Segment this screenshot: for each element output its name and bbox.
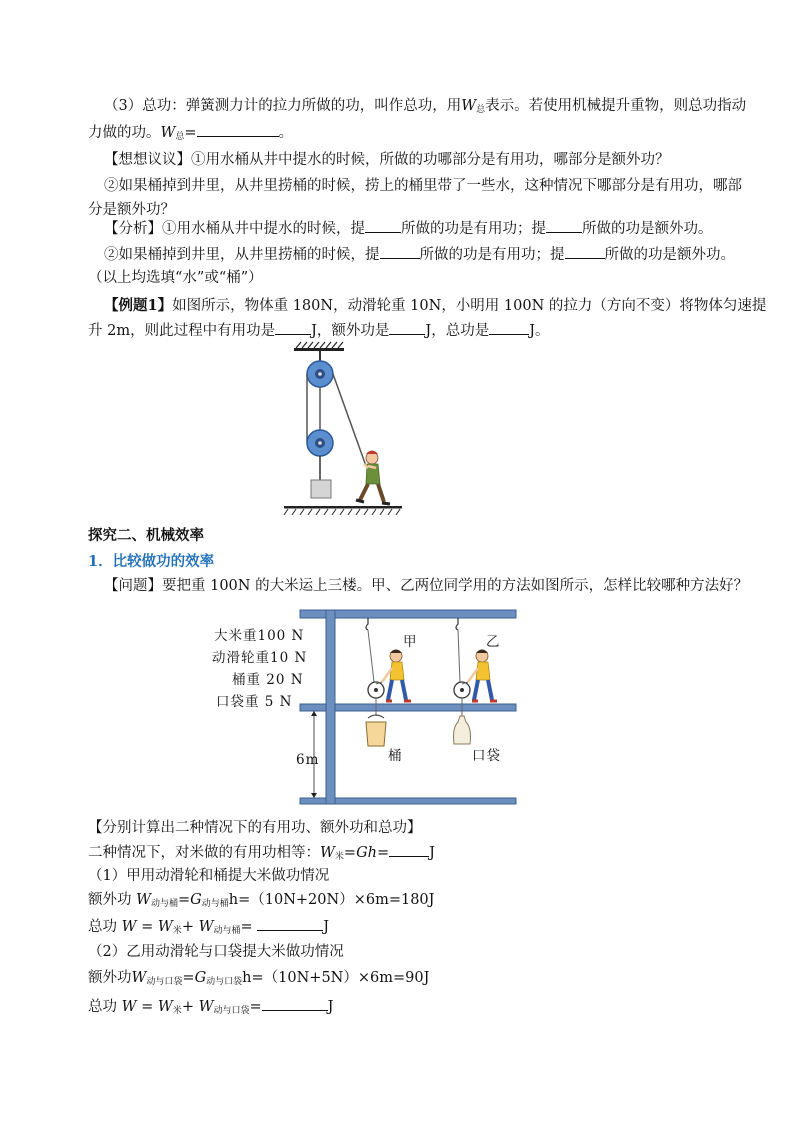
- case2-title: （2）乙用动滑轮与口袋提大米做功情况: [88, 944, 344, 960]
- section2-title: 探究二、机械效率: [88, 527, 204, 544]
- fig2-label-yi: 乙: [486, 634, 501, 650]
- question-text: 【问题】要把重 100N 的大米运上三楼。甲、乙两位同学用的方法如图所示，怎样比较哪种方法好？: [104, 578, 749, 594]
- fig2-label-bag-caption: 口袋: [472, 748, 501, 764]
- think-discuss-line3: 分是额外功？: [88, 202, 175, 218]
- answer-blank[interactable]: [262, 996, 328, 1011]
- analysis-note: （以上均选填“水”或“桶”）: [88, 270, 263, 286]
- answer-blank[interactable]: [197, 122, 279, 137]
- case1-title: （1）甲用动滑轮和桶提大米做功情况: [88, 868, 330, 884]
- fig2-label-height: 6m: [296, 752, 320, 768]
- section2-subtitle: 1．比较做功的效率: [88, 553, 215, 570]
- answer-blank[interactable]: [546, 218, 582, 233]
- answer-blank[interactable]: [380, 244, 420, 259]
- answer-blank[interactable]: [489, 320, 529, 335]
- analysis-line2: ②如果桶掉到井里，从井里捞桶的时候，提 所做的功是有用功；提 所做的功是额外功。: [104, 244, 735, 265]
- fig2-label-rice: 大米重100 N: [214, 628, 305, 644]
- pulley-figure-1: [280, 340, 410, 518]
- useful-work-line: 二种情况下，对米做的有用功相等：$W_米=Gh= J$: [88, 842, 435, 867]
- case1-extra-work: 额外功 $W_{动与桶}=G_{动与桶}h=(10N+20N)\times 6m=180J$: [88, 892, 435, 909]
- fig2-label-bag: 口袋重 5 N: [216, 694, 293, 710]
- calc-heading: 【分别计算出二种情况下的有用功、额外功和总功】: [88, 820, 422, 836]
- fig2-label-jia: 甲: [403, 634, 418, 650]
- fig2-label-bucket: 桶重 20 N: [232, 672, 304, 688]
- answer-blank[interactable]: [389, 842, 429, 857]
- case1-total-work: 总功 $W = W_米+ W_{动与桶}= J$: [88, 916, 329, 941]
- fig2-label-pulley: 动滑轮重10 N: [212, 650, 308, 666]
- case2-extra-work: 额外功$W_{动与口袋}=G_{动与口袋}h=(10N+5N)\times 6m=90J$: [88, 970, 430, 987]
- think-discuss-line1: 【想想议议】①用水桶从井中提水的时候，所做的功哪部分是有用功，哪部分是额外功？: [104, 152, 670, 168]
- total-work-definition-line1: （3）总功：弹簧测力计的拉力所做的功，叫作总功，用$W_总$表示。若使用机械提升重物，则总功指动: [104, 98, 747, 115]
- answer-blank[interactable]: [565, 244, 605, 259]
- fig2-label-bucket-caption: 桶: [388, 748, 403, 764]
- example1-line1: 【例题1】如图所示，物体重 180N，动滑轮重 10N，小明用 100N 的拉力（方向不变）将物体匀速提: [104, 297, 767, 314]
- answer-blank[interactable]: [389, 320, 425, 335]
- think-discuss-line2: ②如果桶掉到井里，从井里捞桶的时候，捞上的桶里带了一些水，这种情况下哪部分是有用功，哪部: [104, 178, 742, 194]
- answer-blank[interactable]: [365, 218, 401, 233]
- case2-total-work: 总功 $W = W_米+ W_{动与口袋}= J$: [88, 996, 333, 1021]
- analysis-line1: 【分析】①用水桶从井中提水的时候，提 所做的功是有用功；提 所做的功是额外功。: [104, 218, 713, 239]
- answer-blank[interactable]: [275, 320, 311, 335]
- answer-blank[interactable]: [257, 916, 323, 931]
- example1-line2: 升 2m，则此过程中有用功是 J，额外功是 J，总功是 J。: [88, 320, 550, 341]
- total-work-definition-line2: 力做的功。$W_总=$ 。: [88, 122, 293, 147]
